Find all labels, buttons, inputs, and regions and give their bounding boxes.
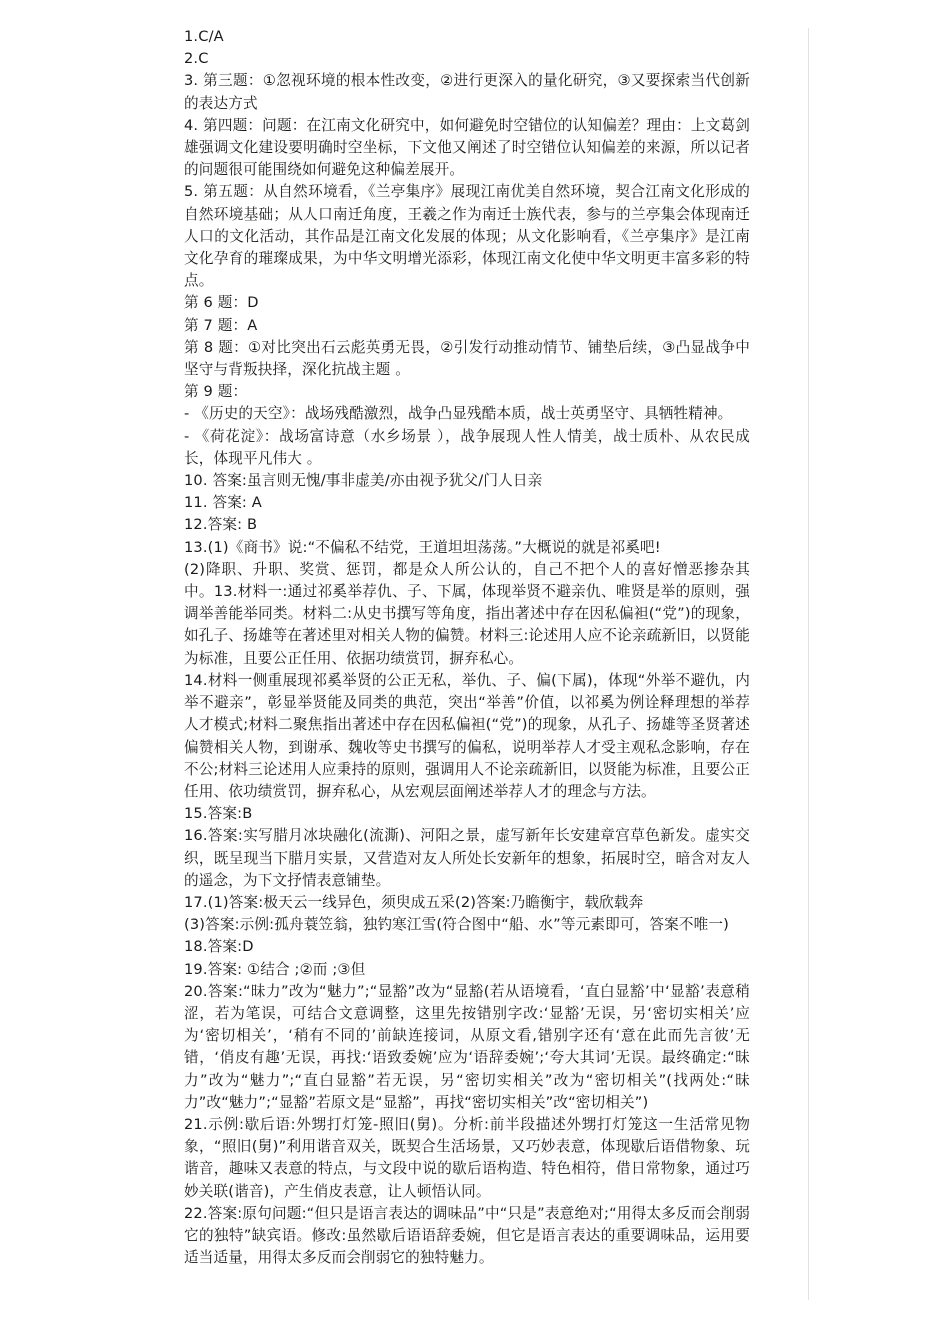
answer-12: 12.答案: B: [184, 516, 258, 534]
page-edge-line: [808, 28, 809, 1300]
answer-17-part-3: (3)答案:示例:孤舟蓑笠翁，独钓寒江雪(符合图中“船、水”等元素即可，答案不唯一): [184, 916, 729, 934]
answer-13-part-1: 13.(1)《商书》说:“不偏私不结党，王道坦坦荡荡。”大概说的就是祁奚吧!: [184, 538, 661, 556]
answer-22: 22.答案:原句问题:“但只是语言表达的调味品”中“只是”表意绝对;“用得太多反而会削弱它的独特”缺宾语。修改:虽然歇后语语辞委婉，但它是语言表达的重要调味品，运用要适当适量，用得太多反而会削弱它的独特魅力。: [184, 1204, 750, 1267]
answer-10: 10. 答案:虽言则无愧/事非虚美/亦由视予犹父/门人日亲: [184, 472, 543, 490]
answer-9-item-1: - 《历史的天空》：战场残酷激烈，战争凸显残酷本质，战士英勇坚守、具牺牲精神。: [184, 405, 733, 423]
answer-7: 第 7 题：A: [184, 316, 258, 334]
answer-18: 18.答案:D: [184, 938, 254, 956]
answer-20: 20.答案:“昧力”改为“魅力”;“显豁”改为“显豁(若从语境看，‘直白显豁’中‘显豁’表意稍涩，若为笔误，可结合文意调整，这里先按错别字改:‘显豁’无误，另‘密切实相关’应为‘密切相关’，‘稍有不同的’前缺连接词，从原文看,错别字还有‘意在此而先言彼’无错，‘俏皮有趣’无误，再找:‘语致委婉’应为‘语辞委婉’;‘夸大其词’无误。最终确定:“昧力”改为“魅力”;“直白显豁”若无误，另“密切实相关”改为“密切相关”(找两处:“昧力”改“魅力”;“显豁”若原文是“显豁”，再找“密切实相关”改“密切相关”): [184, 982, 750, 1111]
answer-6: 第 6 题：D: [184, 294, 259, 312]
answer-2: 2.C: [184, 50, 209, 68]
answer-8: 第 8 题：①对比突出石云彪英勇无畏，②引发行动推动情节、铺垫后续，③凸显战争中坚守与背叛抉择，深化抗战主题 。: [184, 338, 750, 379]
answer-19: 19.答案: ①结合 ;②而 ;③但: [184, 960, 366, 978]
answer-11: 11. 答案: A: [184, 494, 262, 512]
answer-14: 14.材料一侧重展现祁奚举贤的公正无私，举仇、子、偏(下属)，体现“外举不避仇，内举不避亲”，彰显举贤能及同类的典范，突出“举善”价值，以祁奚为例诠释理想的举荐人才模式;材料二聚焦指出著述中存在因私偏袒(“党”)的现象，从孔子、扬雄等圣贤著述偏赞相关人物，到谢承、魏收等史书撰写的偏私，说明举荐人才受主观私念影响，存在不公;材料三论述用人应秉持的原则，强调用人不论亲疏新旧，以贤能为标准，且要公正任用、依功绩赏罚，摒弃私心，从宏观层面阐述举荐人才的理念与方法。: [184, 671, 750, 800]
answer-9-heading: 第 9 题：: [184, 383, 248, 401]
answer-4: 4. 第四题：问题：在江南文化研究中，如何避免时空错位的认知偏差？理由：上文葛剑雄强调文化建设要明确时空坐标，下文他又阐述了时空错位认知偏差的来源，所以记者的问题很可能围绕如何避免这种偏差展开。: [184, 116, 750, 179]
answer-3: 3. 第三题：①忽视环境的根本性改变，②进行更深入的量化研究，③又要探索当代创新的表达方式: [184, 72, 750, 112]
answer-9-item-2: - 《荷花淀》：战场富诗意（水乡场景 ），战争展现人性人情美，战士质朴、从农民成长，体现平凡伟大 。: [184, 427, 750, 467]
answer-sheet: [184, 26, 750, 1269]
answer-5: 5. 第五题：从自然环境看，《兰亭集序》展现江南优美自然环境，契合江南文化形成的自然环境基础；从人口南迁角度，王羲之作为南迁士族代表，参与的兰亭集会体现南迁人口的文化活动，其作品是江南文化发展的体现；从文化影响看，《兰亭集序》是江南文化孕育的璀璨成果，为中华文明增光添彩，体现江南文化使中华文明更丰富多彩的特点。: [184, 183, 750, 290]
answer-21: 21.示例:歇后语:外甥打灯笼-照旧(舅)。分析:前半段描述外甥打灯笼这一生活常见物象，“照旧(舅)”利用谐音双关，既契合生活场景，又巧妙表意，体现歇后语借物象、玩谐音，趣味又表意的特点，与文段中说的歇后语构造、特色相符，借日常物象，通过巧妙关联(谐音)，产生俏皮表意，让人顿悟认同。: [184, 1115, 750, 1200]
answer-15: 15.答案:B: [184, 805, 253, 823]
answer-13-part-2: (2)降职、升职、奖赏、惩罚，都是众人所公认的，自己不把个人的喜好憎恶掺杂其中。13.材料一:通过祁奚举荐仇、子、下属，体现举贤不避亲仇、唯贤是举的原则，强调举善能举同类。材料二:从史书撰写等角度，指出著述中存在因私偏袒(“党”)的现象，如孔子、扬雄等在著述里对相关人物的偏赞。材料三:论述用人应不论亲疏新旧，以贤能为标准，且要公正任用、依据功绩赏罚，摒弃私心。: [184, 560, 750, 667]
answer-16: 16.答案:实写腊月冰块融化(流澌)、河阳之景，虚写新年长安建章宫草色新发。虚实交织，既呈现当下腊月实景，又营造对友人所处长安新年的想象，拓展时空，暗含对友人的遥念，为下文抒情表意铺垫。: [184, 827, 750, 889]
answer-1: 1.C/A: [184, 28, 224, 45]
answer-17-part-1: 17.(1)答案:极天云一线异色，须臾成五采(2)答案:乃瞻衡宇，载欣载奔: [184, 893, 644, 911]
